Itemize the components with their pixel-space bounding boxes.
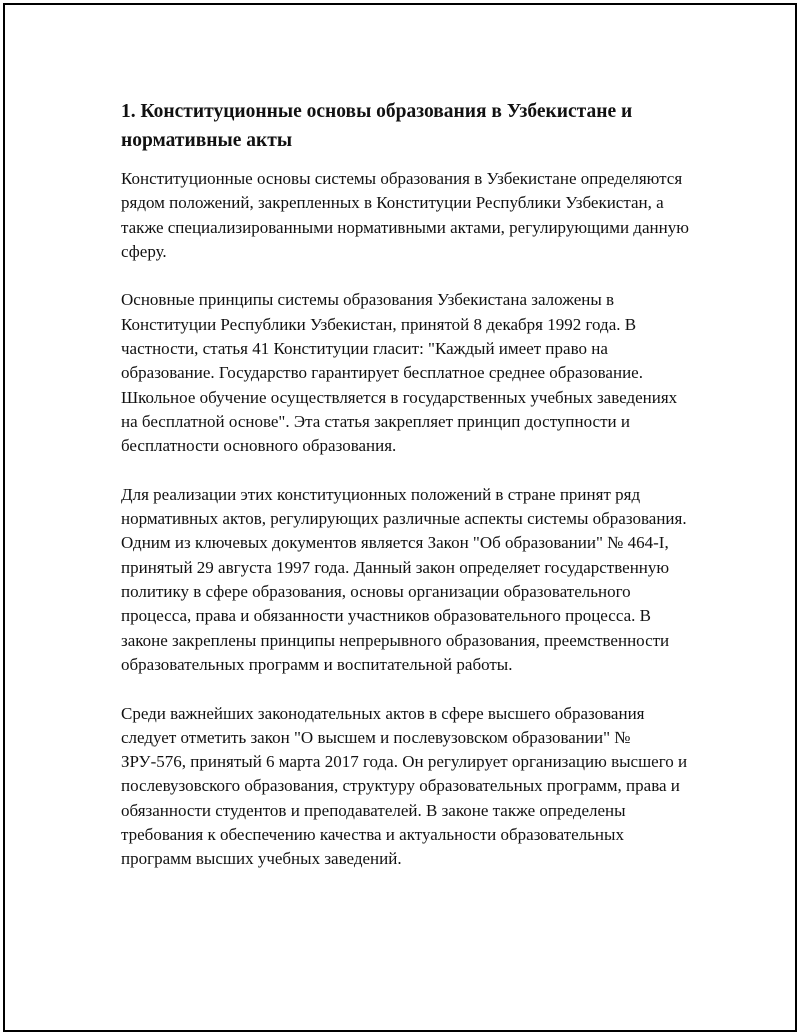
paragraph-2: Основные принципы системы образования Узбекистана заложены в Конституции Республики Узбекистан, принятой 8 декабря 1992 года. В частности, статья 41 Конституции гласит: "Каждый имеет право на образование. Государство гарантирует бесплатное среднее образование. Школьное обучение осуществляется в государственных учебных заведениях на бесплатной основе". Эта статья закрепляет принцип доступности и бесплатности основного образования. [121, 290, 678, 456]
paragraph-3: Для реализации этих конституционных положений в стране принят ряд нормативных актов, регулирующих различные аспекты системы образования. Одним из ключевых документов является Закон "Об образовании" № 464-I, принятый 29 августа 1997 года. Данный закон определяет государственную политику в сфере образования, основы организации образовательного процесса, права и обязанности участников образовательного процесса. В законе закреплены принципы непрерывного образования, преемственности образовательных программ и воспитательной работы. [121, 484, 687, 674]
page-frame [3, 3, 797, 1032]
document-body [121, 97, 695, 896]
section-heading: 1. Конституционные основы образования в Узбекистане и нормативные акты [121, 101, 633, 151]
paragraph-1: Конституционные основы системы образования в Узбекистане определяются рядом положений, закрепленных в Конституции Республики Узбекистан, а также специализированными нормативными актами, регулирующими данную сферу. [121, 169, 689, 261]
paragraph-4: Среди важнейших законодательных актов в сфере высшего образования следует отметить закон "О высшем и послевузовском образовании" № ЗРУ-576, принятый 6 марта 2017 года. Он регулирует организацию высшего и послевузовского образования, структуру образовательных программ, права и обязанности студентов и преподавателей. В законе также определены требования к обеспечению качества и актуальности образовательных программ высших учебных заведений. [121, 703, 688, 869]
